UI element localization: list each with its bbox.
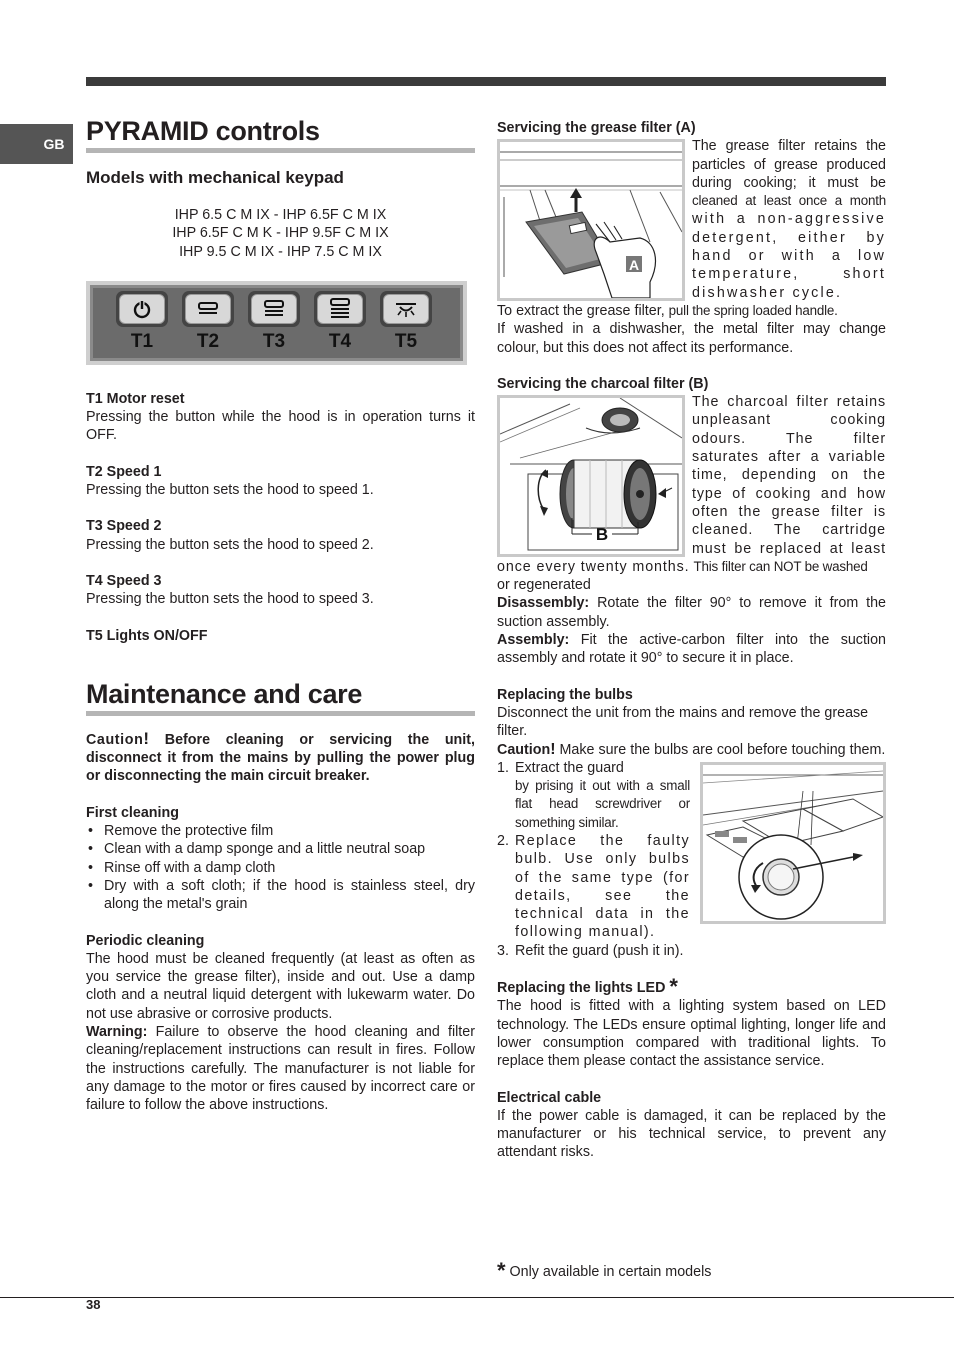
control-text: Pressing the button sets the hood to speed 3. — [86, 591, 374, 608]
light-icon — [393, 298, 419, 320]
charcoal-filter-text: The charcoal filter retains unpleasant cooking odours. The filter saturates after a variable time, depending on the type of cooking and how often the grease filter is cleaned. The cartridge must be replaced at least once every twenty months. This filter can NOT be washed — [497, 394, 886, 575]
speed-2-icon — [262, 299, 286, 319]
language-tab: GB — [0, 124, 73, 164]
first-cleaning-list — [86, 822, 475, 913]
key-t3 — [248, 291, 300, 327]
control-text: Pressing the button while the hood is in operation turns it OFF. — [86, 409, 475, 444]
key-label: T4 — [328, 330, 352, 352]
page-number: 38 — [86, 1297, 101, 1312]
key-t2 — [182, 291, 234, 327]
list-item: • Clean with a damp sponge and a little neutral soap — [86, 840, 475, 858]
assembly-text: Assembly: Fit the active-carbon filter into the suction assembly and rotate it 90° to secure it in place. — [497, 632, 886, 667]
list-item: • Dry with a soft cloth; if the hood is stainless steel, dry along the metal's grain — [86, 877, 475, 914]
key-label: T2 — [196, 330, 220, 352]
control-title: T4 Speed 3 — [86, 572, 162, 589]
pyramid-title: PYRAMID controls — [86, 114, 475, 153]
control-title: T2 Speed 1 — [86, 463, 162, 480]
caution-note: Caution! Before cleaning or servicing the unit, disconnect it from the mains by pulling the power plug or disconnecting the main circuit breaker. — [86, 728, 475, 785]
key-label: T5 — [394, 330, 418, 352]
footnote: * Only available in certain models — [497, 1258, 712, 1283]
keypad-illustration — [86, 281, 467, 365]
bulb-steps — [497, 759, 886, 960]
model-list — [86, 206, 475, 261]
model-line: IHP 9.5 C M IX - IHP 7.5 C M IX — [179, 243, 382, 260]
right-column — [497, 119, 886, 1162]
grease-filter-figure — [497, 139, 685, 301]
grease-filter-extract: To extract the grease filter, pull the spring loaded handle. — [497, 302, 838, 319]
control-title: T5 Lights ON/OFF — [86, 627, 208, 644]
warning-note: Warning: Failure to observe the hood cleaning and filter cleaning/replacement instructions can result in fires. Follow the instructions carefully. The manufacturer is not liable for any damage to the motor or fires caused by incorrect care or failure to follow the above instructions. — [86, 1024, 475, 1114]
key-label: T1 — [130, 330, 154, 352]
top-rule — [86, 77, 886, 86]
list-item: 1. Extract the guard by prising it out with a small flat head screwdriver or something similar. — [497, 759, 690, 830]
maintenance-title: Maintenance and care — [86, 677, 475, 716]
bulbs-caution: Caution! Make sure the bulbs are cool before touching them. — [497, 740, 886, 758]
grease-filter-text: The grease filter retains the particles of grease produced during cooking; it must be cleaned at least once a month with a non-aggressive detergent, either by hand or with a low temperature, short dishwasher cycle. — [692, 138, 886, 301]
list-item: • Rinse off with a damp cloth — [86, 859, 475, 877]
figure-label-b: B — [595, 525, 609, 545]
figure-label-a: A — [628, 257, 640, 274]
control-title: T1 Motor reset — [86, 390, 185, 407]
list-item: 3. Refit the guard (push it in). — [497, 942, 684, 959]
bottom-rule — [0, 1297, 954, 1298]
bulbs-text: Disconnect the unit from the mains and remove the grease filter. — [497, 704, 869, 740]
cable-text: If the power cable is damaged, it can be replaced by the manufacturer or his technical service, to prevent any attendant risks. — [497, 1107, 886, 1161]
first-cleaning-title: First cleaning — [86, 804, 179, 821]
control-text: Pressing the button sets the hood to speed 2. — [86, 536, 374, 553]
charcoal-filter-text-cont: or regenerated — [497, 577, 591, 594]
key-t4 — [314, 291, 366, 327]
charcoal-filter-figure — [497, 395, 685, 557]
key-t1 — [116, 291, 168, 327]
periodic-cleaning-text: The hood must be cleaned frequently (at least as often as you service the grease filter), inside and out. Use a damp cloth and a neutral liquid detergent with lukewarm water. Do not use abrasive or corrosive products. — [86, 950, 475, 1022]
key-t5 — [380, 291, 432, 327]
key-label: T3 — [262, 330, 286, 352]
control-text: Pressing the button sets the hood to speed 1. — [86, 482, 374, 499]
led-text: The hood is fitted with a lighting system based on LED technology. The LEDs ensure optimal lighting, longer life and lower consumption compared with traditional lights. To replace them please contact the assistance service. — [497, 998, 886, 1070]
cable-title: Electrical cable — [497, 1089, 602, 1106]
power-icon — [131, 298, 153, 320]
grease-filter-title: Servicing the grease filter (A) — [497, 120, 696, 136]
speed-3-icon — [328, 298, 352, 320]
model-line: IHP 6.5 C M IX - IHP 6.5F C M IX — [174, 207, 387, 223]
charcoal-filter-title: Servicing the charcoal filter (B) — [497, 375, 709, 392]
speed-1-icon — [196, 299, 220, 319]
periodic-cleaning-title: Periodic cleaning — [86, 932, 205, 949]
list-item: 2. Replace the faulty bulb. Use only bulbs of the same type (for details, see the technical data in the following manual). — [497, 832, 690, 941]
left-column — [86, 114, 475, 1115]
list-item: • Remove the protective film — [86, 822, 475, 840]
control-title: T3 Speed 2 — [86, 518, 162, 535]
bulbs-title: Replacing the bulbs — [497, 686, 633, 703]
grease-filter-note: If washed in a dishwasher, the metal filter may change colour, but this does not affect its performance. — [497, 321, 886, 356]
keypad-subtitle: Models with mechanical keypad — [86, 168, 344, 187]
disassembly-text: Disassembly: Rotate the filter 90° to remove it from the suction assembly. — [497, 595, 886, 630]
model-line: IHP 6.5F C M K - IHP 9.5F C M IX — [172, 225, 389, 242]
led-title: Replacing the lights LED * — [497, 974, 678, 1000]
